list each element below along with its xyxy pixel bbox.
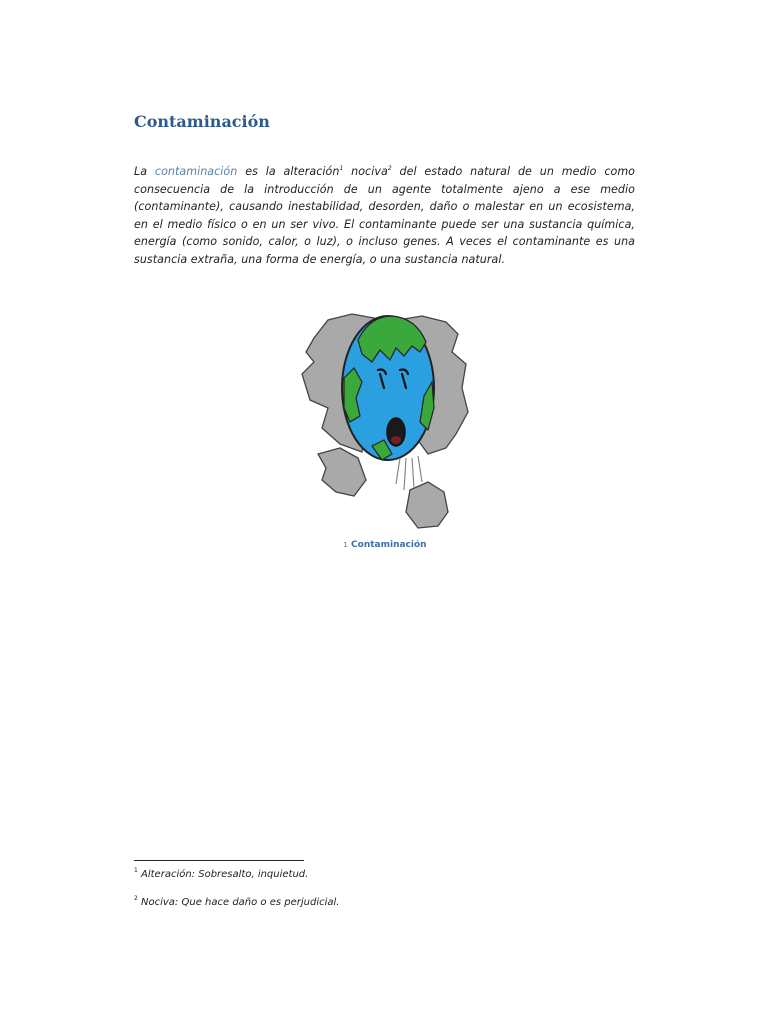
sick-earth-illustration (300, 312, 470, 530)
paragraph-prefix: La (134, 165, 148, 178)
paragraph-part-2: nociva (351, 165, 388, 178)
sick-earth-drawing (300, 312, 470, 530)
term-contaminacion: contaminación (154, 165, 238, 178)
smog-cloud-bottom-left (318, 448, 366, 496)
paragraph-part-3: del estado natural de un medio como consecuencia de la introducción de un agente totalmente ajeno a ese medio (contaminante), causando inestabilidad, desorden, daño o malestar en un ecosistema, en el medio físico o en un ser vivo. El contaminante puede ser una sustancia química, energía (como sonido, calor, o luz), o incluso genes. A veces el contaminante es una sustancia extraña, una forma de energía, o una sustancia natural. (134, 165, 636, 266)
caption-text: Contaminación (351, 540, 427, 550)
body-paragraph (134, 163, 635, 269)
figure-caption (300, 540, 470, 550)
footnote-1-text: Alteración: Sobresalto, inquietud. (141, 869, 309, 880)
footnote-2-text: Nociva: Que hace daño o es perjudicial. (141, 897, 340, 908)
tongue (391, 436, 401, 444)
footnote-ref-2[interactable]: 2 (387, 165, 392, 172)
footnote-1 (134, 869, 308, 880)
smog-cloud-bottom-right (406, 482, 448, 528)
footnote-2-marker: 2 (134, 895, 138, 902)
paragraph-part-1: es la alteración (245, 165, 340, 178)
footnote-ref-1[interactable]: 1 (339, 165, 344, 172)
caption-number: 1 (343, 541, 348, 549)
page-heading: Contaminación (134, 112, 270, 131)
breath-lines (396, 456, 422, 490)
footnote-2 (134, 897, 339, 908)
footnote-1-marker: 1 (134, 867, 138, 874)
footnote-separator (134, 860, 304, 861)
